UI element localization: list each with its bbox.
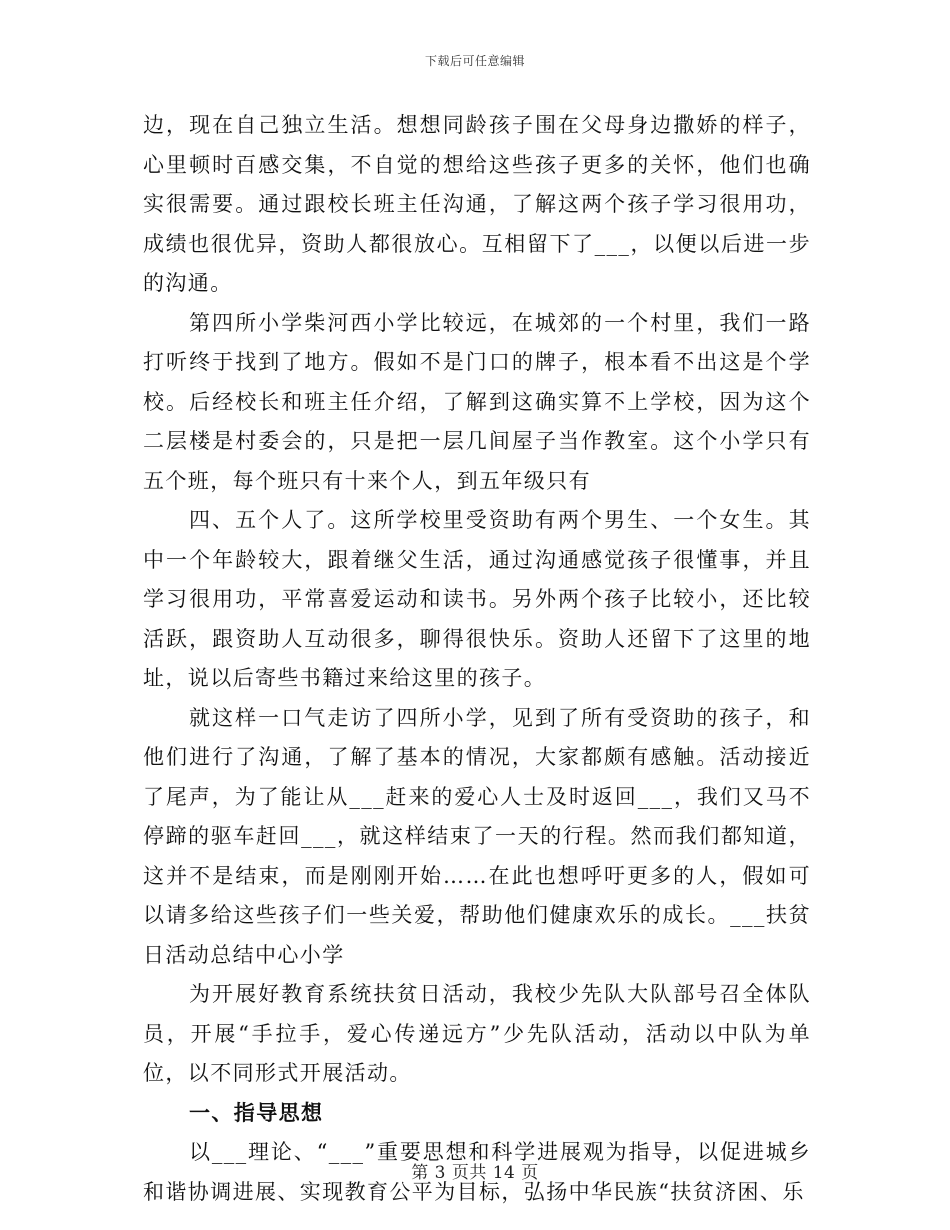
section-heading-guiding-ideology: 一、指导思想 — [189, 1100, 324, 1125]
paragraph-1: 边，现在自己独立生活。想想同龄孩子围在父母身边撒娇的样子，心里顿时百感交集，不自觉的想给这些孩子更多的关怀，他们也确实很需要。通过跟校长班主任沟通，了解这两个孩子学习很用功，成绩也很优异，资助人都很放心。互相留下了___，以便以后进一步的沟通。 — [143, 113, 811, 295]
paragraph-4: 就这样一口气走访了四所小学，见到了所有受资助的孩子，和他们进行了沟通，了解了基本的情况，大家都颇有感触。活动接近了尾声，为了能让从___赶来的爱心人士及时返回___，我们又马不停蹄的驱车赶回___，就这样结束了一天的行程。然而我们都知道，这并不是结束，而是刚刚开始……在此也想呼吁更多的人，假如可以请多给这些孩子们一些关爱，帮助他们健康欢乐的成长。___扶贫日活动总结中心小学 — [143, 705, 811, 967]
paragraph-5: 为开展好教育系统扶贫日活动，我校少先队大队部号召全体队员，开展“手拉手，爱心传递远方”少先队活动，活动以中队为单位，以不同形式开展活动。 — [143, 982, 811, 1085]
page-header: 下载后可任意编辑 — [424, 54, 525, 68]
page-number: 第 3 页共 14 页 — [411, 1163, 539, 1183]
paragraph-6: 以___理论、“___”重要思想和科学进展观为指导，以促进城乡和谐协调进展、实现教育公平为目标，弘扬中华民族“扶贫济困、乐 — [143, 1140, 811, 1204]
document-body — [143, 106, 811, 1212]
paragraph-3: 四、五个人了。这所学校里受资助有两个男生、一个女生。其中一个年龄较大，跟着继父生活，通过沟通感觉孩子很懂事，并且学习很用功，平常喜爱运动和读书。另外两个孩子比较小，还比较活跃，跟资助人互动很多，聊得很快乐。资助人还留下了这里的地址，说以后寄些书籍过来给这里的孩子。 — [143, 508, 811, 690]
paragraph-2: 第四所小学柴河西小学比较远，在城郊的一个村里，我们一路打听终于找到了地方。假如不是门口的牌子，根本看不出这是个学校。后经校长和班主任介绍，了解到这确实算不上学校，因为这个二层楼是村委会的，只是把一层几间屋子当作教室。这个小学只有五个班，每个班只有十来个人，到五年级只有 — [143, 310, 811, 493]
